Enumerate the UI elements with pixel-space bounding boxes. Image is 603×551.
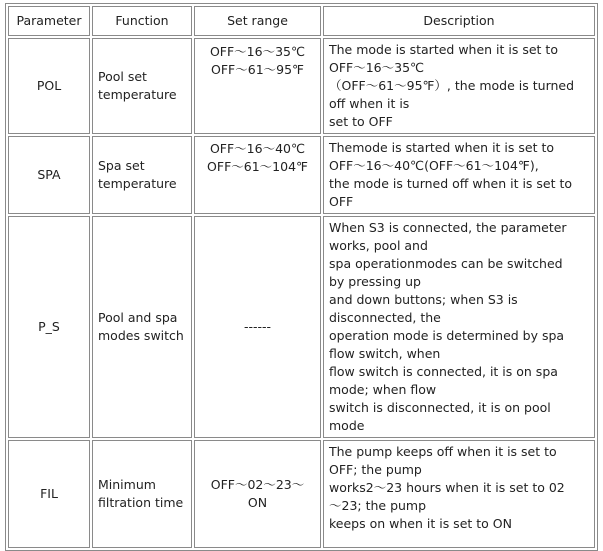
description-line: OFF; the pump: [329, 462, 422, 477]
range-cell: [194, 38, 321, 134]
table-row-pol: [8, 38, 595, 134]
range-line: OFF～16～35℃: [209, 44, 306, 59]
function-line: Spa set: [98, 158, 145, 173]
range-cell: [194, 136, 321, 214]
function-cell: [92, 440, 192, 548]
parameter-code: SPA: [37, 167, 61, 182]
description-cell: [323, 440, 595, 548]
table-row-p-s: [8, 216, 595, 438]
description-line: The pump keeps off when it is set to: [329, 444, 557, 459]
description-line: flow switch, when: [329, 346, 441, 361]
function-line: temperature: [98, 176, 177, 191]
function-line: filtration time: [98, 495, 184, 510]
parameter-table: [5, 3, 598, 551]
description-cell: [323, 136, 595, 214]
parameter-cell: [8, 136, 90, 214]
header-function: Function: [92, 6, 192, 36]
description-line: （OFF～61～95℉）, the mode is turned: [329, 78, 575, 93]
parameter-cell: [8, 38, 90, 134]
table-row-spa: [8, 136, 595, 214]
description-line: OFF～16～35℃: [329, 60, 425, 75]
parameter-cell: [8, 440, 90, 548]
function-line: Minimum: [98, 477, 156, 492]
header-set-range: Set range: [194, 6, 321, 36]
description-line: and down buttons; when S3 is: [329, 292, 518, 307]
range-line: OFF～16～40℃: [209, 141, 306, 156]
header-parameter: Parameter: [8, 6, 90, 36]
description-line: OFF: [329, 194, 354, 209]
description-line: flow switch is connected, it is on spa: [329, 364, 558, 379]
description-line: OFF～16～40℃(OFF～61～104℉),: [329, 158, 539, 173]
description-line: switch is disconnected, it is on pool: [329, 400, 551, 415]
description-line: operation mode is determined by spa: [329, 328, 565, 343]
description-line: When S3 is connected, the parameter: [329, 220, 567, 235]
description-line: the mode is turned off when it is set to: [329, 176, 573, 191]
range-line: OFF～61～104℉: [207, 159, 308, 174]
description-cell: [323, 38, 595, 134]
range-line: ------: [243, 319, 272, 334]
description-line: spa operationmodes can be switched: [329, 256, 563, 271]
function-cell: [92, 136, 192, 214]
description-line: off when it is: [329, 96, 410, 111]
description-line: mode; when flow: [329, 382, 437, 397]
range-cell: [194, 440, 321, 548]
function-line: Pool set: [98, 69, 147, 84]
range-line: OFF～02～23～: [210, 477, 305, 492]
function-line: temperature: [98, 87, 177, 102]
header-row: [8, 6, 595, 36]
range-cell: [194, 216, 321, 438]
description-line: mode: [329, 418, 365, 433]
function-cell: [92, 38, 192, 134]
description-line: works, pool and: [329, 238, 428, 253]
description-line: works2～23 hours when it is set to 02: [329, 480, 565, 495]
description-line: The mode is started when it is set to: [329, 42, 558, 57]
description-line: ～23; the pump: [329, 498, 427, 513]
description-line: Themode is started when it is set to: [329, 140, 555, 155]
range-line: OFF～61～95℉: [211, 62, 304, 77]
parameter-code: POL: [36, 78, 62, 93]
parameter-code: P_S: [38, 319, 60, 334]
description-line: set to OFF: [329, 114, 393, 129]
description-line: keeps on when it is set to ON: [329, 516, 512, 531]
parameter-code: FIL: [40, 486, 58, 501]
function-line: modes switch: [98, 328, 184, 343]
function-cell: [92, 216, 192, 438]
description-line: by pressing up: [329, 274, 421, 289]
description-cell: [323, 216, 595, 438]
parameter-cell: [8, 216, 90, 438]
header-description: Description: [323, 6, 595, 36]
range-line: ON: [247, 495, 268, 510]
description-line: disconnected, the: [329, 310, 441, 325]
table-row-fil: [8, 440, 595, 548]
function-line: Pool and spa: [98, 310, 178, 325]
